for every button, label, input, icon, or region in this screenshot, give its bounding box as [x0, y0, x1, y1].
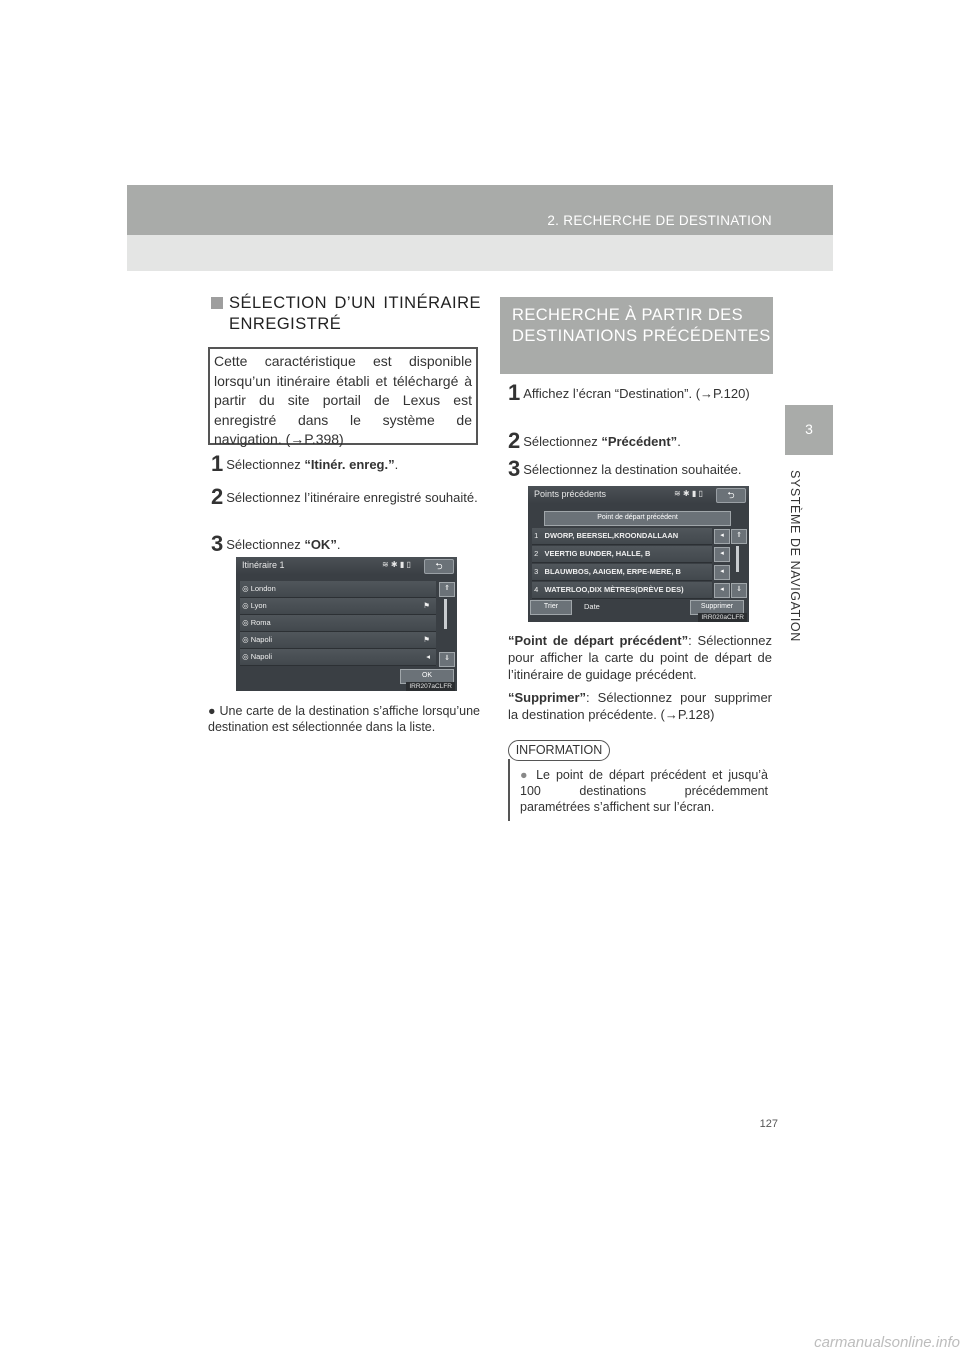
feature-note-box: Cette caractéristique est disponible lorsqu’un itinéraire établi et téléchargé à partir du site portail de Lexus est enregistré dans le système de navigation. (→P.398)	[208, 347, 478, 445]
back-button[interactable]: ⮌	[424, 559, 454, 574]
header-subband	[127, 235, 833, 271]
image-code: IRR020aCLFR	[698, 613, 747, 622]
bullet-note: ● Une carte de la destination s’affiche lorsqu’une destination est sélectionnée dans la liste.	[208, 704, 480, 734]
previous-start-button[interactable]: Point de départ précédent	[544, 511, 731, 526]
list-item[interactable]: ◎ Lyon ⚑	[240, 598, 436, 615]
ok-button[interactable]: OK	[400, 669, 454, 684]
arrow-left-icon: ◂	[426, 652, 430, 661]
delete-button[interactable]: Supprimer	[690, 600, 744, 615]
list-item[interactable]: 3 BLAUWBOS, AAIGEM, ERPE-MERE, B	[532, 564, 712, 581]
step-3: 3 Sélectionnez “OK”.	[211, 531, 341, 556]
list-item[interactable]: 1 DWORP, BEERSEL,KROONDALLAAN	[532, 528, 712, 545]
step-3: 3 Sélectionnez la destination souhaitée.	[508, 456, 742, 481]
flag-icon: ⚑	[423, 601, 430, 610]
page-up-button[interactable]: ⇑	[439, 582, 455, 597]
desc-delete: “Supprimer”: Sélectionnez pour supprimer la destination précédente. (→P.128)	[508, 690, 772, 722]
information-label: INFORMATION	[508, 740, 610, 761]
section-square-icon	[211, 297, 223, 309]
step-1: 1 Sélectionnez “Itinér. enreg.”.	[211, 451, 399, 476]
previous-points-screen	[528, 486, 749, 622]
status-icons: ≋ ✱ ▮ ▯	[674, 489, 703, 498]
desc-previous-start: “Point de départ précédent”: Sélectionnez pour afficher la carte du point de départ de l’itinéraire de guidage précédent.	[508, 633, 772, 682]
screen-title: Itinéraire 1	[242, 560, 285, 570]
chapter-side-title: SYSTÈME DE NAVIGATION	[788, 470, 802, 642]
list-item[interactable]: 4 WATERLOO,DIX MÈTRES(DRÈVE DES)	[532, 582, 712, 599]
scrollbar[interactable]	[444, 599, 447, 629]
back-button[interactable]: ⮌	[716, 488, 746, 503]
image-code: IRR207aCLFR	[406, 682, 455, 691]
step-2: 2 Sélectionnez l’itinéraire enregistré souhaité.	[211, 484, 478, 509]
status-icons: ≋ ✱ ▮ ▯	[382, 560, 411, 569]
watermark: carmanualsonline.info	[814, 1334, 960, 1351]
list-item[interactable]: ◎ Napoli ⚑	[240, 632, 436, 649]
page-down-button[interactable]: ⇓	[731, 583, 747, 598]
section-heading: RECHERCHE À PARTIR DES DESTINATIONS PRÉCÉDENTES	[512, 306, 771, 345]
page-number: 127	[759, 1118, 778, 1130]
flag-icon: ⚑	[423, 635, 430, 644]
screen-title: Points précédents	[534, 489, 607, 499]
sort-mode-label: Date	[584, 602, 600, 611]
bullet-icon: ●	[208, 704, 220, 718]
running-header: 2. RECHERCHE DE DESTINATION	[547, 213, 772, 228]
select-arrow-button[interactable]: ◂	[714, 583, 730, 598]
step-1: 1 Affichez l’écran “Destination”. (→P.120)	[508, 380, 750, 405]
scrollbar[interactable]	[736, 546, 739, 572]
page-up-button[interactable]: ⇑	[731, 529, 747, 544]
page-down-button[interactable]: ⇓	[439, 652, 455, 667]
step-2: 2 Sélectionnez “Précédent”.	[508, 428, 681, 453]
section-title: SÉLECTION D’UN ITINÉRAIRE ENREGISTRÉ	[229, 294, 481, 333]
bullet-icon: ●	[520, 768, 537, 782]
information-rule	[508, 759, 510, 821]
list-item[interactable]: ◎ Roma	[240, 615, 436, 632]
chapter-number: 3	[805, 421, 813, 437]
route-screen	[236, 557, 457, 691]
information-text: ● Le point de départ précédent et jusqu’à 100 destinations précédemment paramétrées s’affichent sur l’écran.	[520, 768, 768, 814]
list-item[interactable]: ◎ London	[240, 581, 436, 598]
select-arrow-button[interactable]: ◂	[714, 529, 730, 544]
list-item[interactable]: ◎ Napoli ◂	[240, 649, 436, 666]
select-arrow-button[interactable]: ◂	[714, 547, 730, 562]
select-arrow-button[interactable]: ◂	[714, 565, 730, 580]
list-item[interactable]: 2 VEERTIG BUNDER, HALLE, B	[532, 546, 712, 563]
sort-button[interactable]: Trier	[530, 600, 572, 615]
